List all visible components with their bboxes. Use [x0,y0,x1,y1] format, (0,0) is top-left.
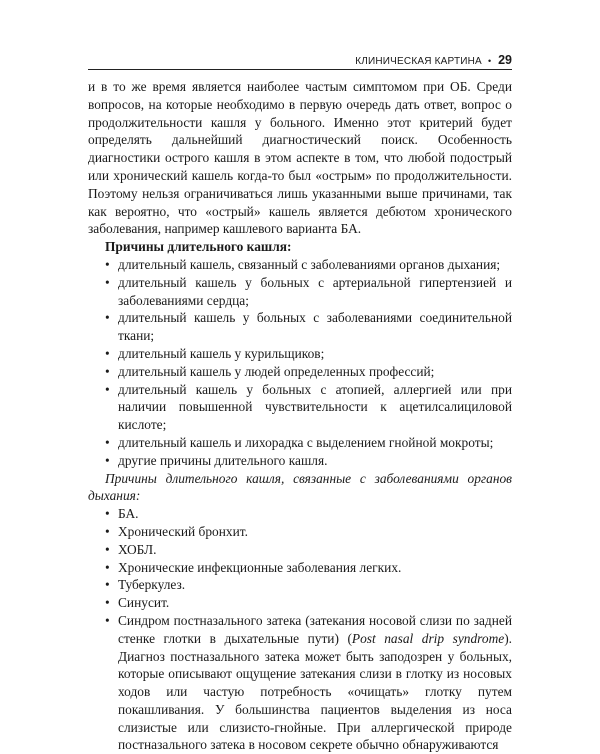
intro-paragraph: и в то же время является наиболее частым симптомом при ОБ. Среди вопросов, на которые необходимо в первую очередь дать ответ, вопрос о продолжительности кашля у больного. Именно этот критерий будет определять дальнейший диагностический поиск. Особенность диагностики острого кашля в этом аспекте в том, что любой подострый или хронический кашель когда-то был «острым» по продолжительности. Поэтому нельзя ограничиваться лишь указанными выше причинами, так как вероятно, что «острый» кашель является дебютом хронического заболевания, например кашлевого варианта БА. [88,79,512,237]
list-item: • длительный кашель и лихорадка с выделением гнойной мокроты; [88,434,512,452]
list-item-postnasal-drip [88,612,512,754]
running-header [88,50,512,70]
list-item: • длительный кашель у больных с заболеваниями соединительной ткани; [88,309,512,345]
list-item: • длительный кашель у больных с артериальной гипертензией и заболеваниями сердца; [88,274,512,310]
pnd-text-after: ). Диагноз постназального затека может быть заподозрен у больных, которые описывают ощущение затекания слизи в глотку из носовых ходов или частую потребность «очищать» глотку путем покашливания. У большинства пациентов выделения из носа слизистые или слизисто-гнойные. При аллергической природе постназального затека в носовом секрете обычно обнаруживаются [118,630,512,753]
list-item: • длительный кашель у курильщиков; [88,345,512,363]
causes-list [88,256,512,470]
list-item: • Синусит. [88,594,512,612]
pnd-term: Post nasal drip syndrome [351,630,505,646]
list-item: • ХОБЛ. [88,541,512,559]
list-item: • БА. [88,505,512,523]
causes-heading: Причины длительного кашля: [105,239,292,255]
list-item: • длительный кашель у людей определенных профессий; [88,363,512,381]
list-item: • другие причины длительного кашля. [88,452,512,470]
list-item: • Хронические инфекционные заболевания легких. [88,559,512,577]
header-separator: • [487,56,492,66]
list-item: • длительный кашель у больных с атопией, аллергией или при наличии повышенной чувствительности к ацетилсалициловой кислоте; [88,381,512,434]
running-title: КЛИНИЧЕСКАЯ КАРТИНА [355,56,482,67]
list-item: • Хронический бронхит. [88,523,512,541]
respiratory-heading: Причины длительного кашля, связанные с заболеваниями органов дыхания: [88,470,512,504]
page-number: 29 [498,53,512,67]
respiratory-causes-list [88,505,512,754]
page-body [88,78,512,754]
list-item: • длительный кашель, связанный с заболеваниями органов дыхания; [88,256,512,274]
pnd-text-before: Синдром постназального затека (затекания носовой слизи по задней стенке глотки в дыхательные пути) ( [118,612,512,646]
list-item: • Туберкулез. [88,576,512,594]
